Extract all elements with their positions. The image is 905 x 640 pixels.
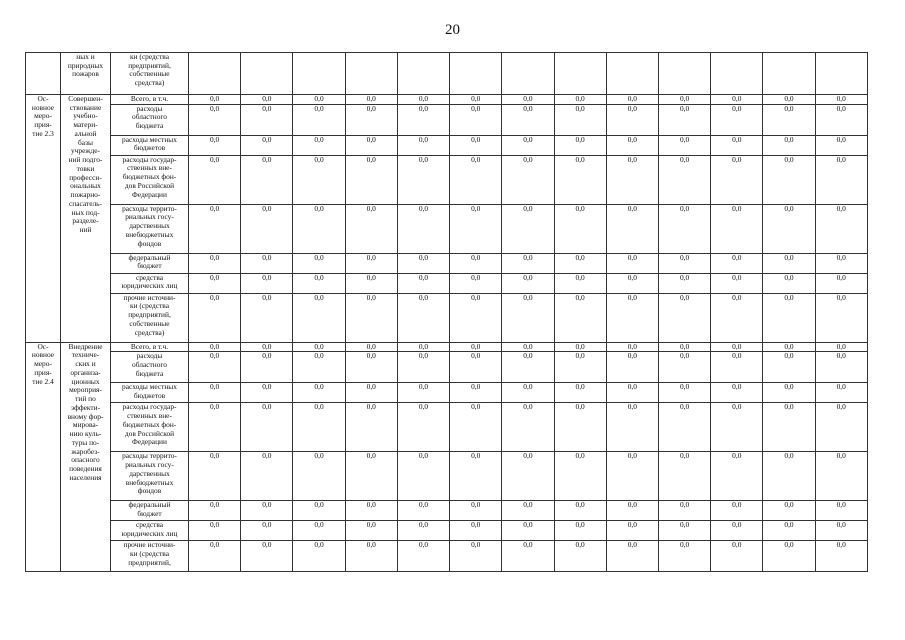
- value-cell: 0,0: [763, 383, 815, 403]
- value-cell: 0,0: [763, 204, 815, 253]
- value-cell: 0,0: [815, 293, 867, 342]
- value-cell: 0,0: [189, 95, 241, 105]
- table-row: [26, 541, 868, 572]
- value-cell: 0,0: [815, 352, 867, 383]
- value-cell: 0,0: [658, 501, 710, 521]
- value-cell: 0,0: [658, 135, 710, 155]
- value-cell: 0,0: [397, 104, 449, 135]
- value-cell: 0,0: [554, 403, 606, 452]
- value-cell: 0,0: [711, 273, 763, 293]
- value-cell: 0,0: [241, 403, 293, 452]
- value-cell: 0,0: [293, 403, 345, 452]
- value-cell: 0,0: [658, 452, 710, 501]
- event-name-cell: Совершен- ствование учебно- матери- альной базы учрежде- ний подго- товки професси- ональных пожарно- спасатель- ных под- разделе- ний: [61, 95, 111, 343]
- value-cell: 0,0: [450, 521, 502, 541]
- table-row: [26, 204, 868, 253]
- value-cell: [763, 53, 815, 95]
- value-cell: 0,0: [450, 155, 502, 204]
- value-cell: 0,0: [763, 135, 815, 155]
- value-cell: 0,0: [241, 135, 293, 155]
- value-cell: 0,0: [189, 135, 241, 155]
- value-cell: 0,0: [345, 541, 397, 572]
- value-cell: 0,0: [658, 104, 710, 135]
- value-cell: 0,0: [606, 95, 658, 105]
- value-cell: 0,0: [502, 135, 554, 155]
- value-cell: [241, 53, 293, 95]
- value-cell: 0,0: [763, 501, 815, 521]
- table-row: [26, 104, 868, 135]
- value-cell: 0,0: [397, 521, 449, 541]
- value-cell: 0,0: [450, 104, 502, 135]
- value-cell: 0,0: [711, 104, 763, 135]
- value-cell: 0,0: [502, 383, 554, 403]
- value-cell: 0,0: [293, 501, 345, 521]
- value-cell: 0,0: [502, 352, 554, 383]
- value-cell: 0,0: [241, 253, 293, 273]
- value-cell: 0,0: [293, 293, 345, 342]
- value-cell: 0,0: [502, 541, 554, 572]
- value-cell: 0,0: [397, 253, 449, 273]
- value-cell: 0,0: [293, 342, 345, 352]
- value-cell: 0,0: [763, 104, 815, 135]
- table-row: [26, 383, 868, 403]
- value-cell: 0,0: [189, 104, 241, 135]
- value-cell: [189, 53, 241, 95]
- value-cell: 0,0: [397, 541, 449, 572]
- value-cell: 0,0: [554, 204, 606, 253]
- table-row: [26, 293, 868, 342]
- value-cell: 0,0: [554, 452, 606, 501]
- value-cell: 0,0: [711, 135, 763, 155]
- funding-source-cell: средства юридических лиц: [111, 273, 189, 293]
- value-cell: 0,0: [397, 342, 449, 352]
- value-cell: 0,0: [658, 541, 710, 572]
- value-cell: 0,0: [189, 342, 241, 352]
- value-cell: 0,0: [189, 501, 241, 521]
- value-cell: 0,0: [293, 95, 345, 105]
- value-cell: 0,0: [502, 155, 554, 204]
- value-cell: 0,0: [554, 155, 606, 204]
- value-cell: 0,0: [293, 521, 345, 541]
- value-cell: 0,0: [397, 155, 449, 204]
- value-cell: 0,0: [502, 521, 554, 541]
- value-cell: 0,0: [554, 501, 606, 521]
- value-cell: 0,0: [241, 293, 293, 342]
- value-cell: [658, 53, 710, 95]
- value-cell: 0,0: [345, 155, 397, 204]
- value-cell: 0,0: [658, 403, 710, 452]
- funding-source-cell: средства юридических лиц: [111, 521, 189, 541]
- value-cell: 0,0: [397, 501, 449, 521]
- value-cell: 0,0: [815, 383, 867, 403]
- value-cell: 0,0: [345, 383, 397, 403]
- funding-source-cell: прочие источни- ки (средства предприятий, собственные средства): [111, 293, 189, 342]
- value-cell: 0,0: [345, 403, 397, 452]
- value-cell: 0,0: [189, 541, 241, 572]
- table-row: [26, 521, 868, 541]
- value-cell: 0,0: [815, 501, 867, 521]
- value-cell: 0,0: [554, 253, 606, 273]
- value-cell: 0,0: [658, 521, 710, 541]
- value-cell: 0,0: [815, 104, 867, 135]
- value-cell: 0,0: [554, 521, 606, 541]
- value-cell: 0,0: [554, 541, 606, 572]
- value-cell: [293, 53, 345, 95]
- value-cell: 0,0: [763, 95, 815, 105]
- value-cell: [450, 53, 502, 95]
- page-number: 20: [445, 22, 460, 38]
- event-name-cell: Внедрение техниче- ских и организа- ционных мероприя- тий по эффекти- вному фор- мирова- нию куль- туры по- жаробез- опасного поведения населения: [61, 342, 111, 572]
- funding-source-cell: прочие источни- ки (средства предприятий,: [111, 541, 189, 572]
- value-cell: 0,0: [606, 383, 658, 403]
- value-cell: 0,0: [450, 383, 502, 403]
- value-cell: 0,0: [241, 541, 293, 572]
- value-cell: 0,0: [763, 342, 815, 352]
- value-cell: 0,0: [241, 501, 293, 521]
- value-cell: 0,0: [658, 253, 710, 273]
- value-cell: 0,0: [345, 135, 397, 155]
- table-row: [26, 53, 868, 95]
- value-cell: 0,0: [606, 342, 658, 352]
- value-cell: 0,0: [241, 452, 293, 501]
- value-cell: 0,0: [658, 342, 710, 352]
- value-cell: 0,0: [711, 403, 763, 452]
- value-cell: 0,0: [606, 204, 658, 253]
- value-cell: 0,0: [345, 95, 397, 105]
- value-cell: 0,0: [397, 452, 449, 501]
- value-cell: 0,0: [345, 204, 397, 253]
- event-number-cell: [26, 53, 61, 95]
- value-cell: 0,0: [293, 352, 345, 383]
- value-cell: 0,0: [502, 253, 554, 273]
- value-cell: 0,0: [345, 104, 397, 135]
- value-cell: 0,0: [241, 352, 293, 383]
- value-cell: [606, 53, 658, 95]
- value-cell: 0,0: [502, 104, 554, 135]
- value-cell: 0,0: [763, 253, 815, 273]
- value-cell: 0,0: [554, 352, 606, 383]
- value-cell: 0,0: [711, 521, 763, 541]
- value-cell: 0,0: [397, 95, 449, 105]
- value-cell: 0,0: [397, 204, 449, 253]
- funding-source-cell: расходы областного бюджета: [111, 104, 189, 135]
- value-cell: 0,0: [711, 352, 763, 383]
- value-cell: 0,0: [502, 403, 554, 452]
- value-cell: 0,0: [606, 403, 658, 452]
- value-cell: 0,0: [658, 204, 710, 253]
- value-cell: 0,0: [293, 452, 345, 501]
- value-cell: 0,0: [189, 352, 241, 383]
- value-cell: 0,0: [502, 204, 554, 253]
- value-cell: 0,0: [189, 155, 241, 204]
- value-cell: 0,0: [241, 383, 293, 403]
- value-cell: 0,0: [241, 342, 293, 352]
- value-cell: 0,0: [502, 501, 554, 521]
- value-cell: 0,0: [189, 403, 241, 452]
- value-cell: 0,0: [606, 352, 658, 383]
- value-cell: 0,0: [450, 135, 502, 155]
- value-cell: 0,0: [815, 452, 867, 501]
- value-cell: 0,0: [606, 253, 658, 273]
- value-cell: 0,0: [450, 204, 502, 253]
- value-cell: 0,0: [189, 383, 241, 403]
- value-cell: 0,0: [815, 155, 867, 204]
- value-cell: 0,0: [450, 403, 502, 452]
- value-cell: 0,0: [711, 204, 763, 253]
- value-cell: 0,0: [189, 521, 241, 541]
- value-cell: [554, 53, 606, 95]
- value-cell: 0,0: [711, 383, 763, 403]
- value-cell: 0,0: [554, 273, 606, 293]
- value-cell: 0,0: [241, 273, 293, 293]
- value-cell: 0,0: [502, 452, 554, 501]
- value-cell: 0,0: [189, 204, 241, 253]
- value-cell: 0,0: [450, 342, 502, 352]
- value-cell: 0,0: [450, 293, 502, 342]
- value-cell: 0,0: [293, 135, 345, 155]
- table-row: [26, 95, 868, 105]
- value-cell: 0,0: [241, 95, 293, 105]
- funding-source-cell: федеральный бюджет: [111, 253, 189, 273]
- value-cell: [815, 53, 867, 95]
- value-cell: 0,0: [189, 293, 241, 342]
- value-cell: 0,0: [763, 273, 815, 293]
- value-cell: 0,0: [293, 104, 345, 135]
- value-cell: 0,0: [815, 342, 867, 352]
- value-cell: 0,0: [658, 95, 710, 105]
- value-cell: [345, 53, 397, 95]
- value-cell: 0,0: [450, 541, 502, 572]
- value-cell: 0,0: [554, 95, 606, 105]
- value-cell: 0,0: [606, 501, 658, 521]
- value-cell: [711, 53, 763, 95]
- value-cell: 0,0: [397, 383, 449, 403]
- value-cell: 0,0: [658, 155, 710, 204]
- table-row: [26, 273, 868, 293]
- value-cell: 0,0: [711, 342, 763, 352]
- value-cell: 0,0: [658, 273, 710, 293]
- value-cell: 0,0: [711, 293, 763, 342]
- table-row: [26, 403, 868, 452]
- value-cell: 0,0: [293, 204, 345, 253]
- value-cell: 0,0: [763, 155, 815, 204]
- value-cell: 0,0: [241, 104, 293, 135]
- value-cell: 0,0: [345, 452, 397, 501]
- value-cell: 0,0: [450, 273, 502, 293]
- value-cell: 0,0: [345, 501, 397, 521]
- value-cell: 0,0: [554, 342, 606, 352]
- value-cell: 0,0: [711, 155, 763, 204]
- value-cell: 0,0: [606, 135, 658, 155]
- funding-source-cell: ки (средства предприятий, собственные средства): [111, 53, 189, 95]
- value-cell: 0,0: [606, 155, 658, 204]
- value-cell: 0,0: [711, 95, 763, 105]
- value-cell: 0,0: [711, 541, 763, 572]
- value-cell: 0,0: [397, 135, 449, 155]
- funding-source-cell: расходы государ- ственных вне- бюджетных фон- дов Российской Федерации: [111, 403, 189, 452]
- value-cell: 0,0: [450, 501, 502, 521]
- value-cell: 0,0: [450, 452, 502, 501]
- value-cell: 0,0: [189, 452, 241, 501]
- value-cell: 0,0: [763, 541, 815, 572]
- value-cell: 0,0: [815, 204, 867, 253]
- value-cell: 0,0: [293, 155, 345, 204]
- funding-source-cell: расходы местных бюджетов: [111, 135, 189, 155]
- value-cell: 0,0: [345, 521, 397, 541]
- value-cell: 0,0: [241, 204, 293, 253]
- value-cell: 0,0: [606, 521, 658, 541]
- funding-source-cell: расходы террито- риальных госу- дарственных внебюджетных фондов: [111, 204, 189, 253]
- value-cell: 0,0: [397, 403, 449, 452]
- table-row: [26, 501, 868, 521]
- value-cell: 0,0: [763, 403, 815, 452]
- value-cell: 0,0: [815, 541, 867, 572]
- value-cell: [397, 53, 449, 95]
- value-cell: [502, 53, 554, 95]
- event-number-cell: Ос- новное меро- прия- тие 2.3: [26, 95, 61, 343]
- table-row: [26, 342, 868, 352]
- value-cell: 0,0: [241, 155, 293, 204]
- value-cell: 0,0: [763, 352, 815, 383]
- value-cell: 0,0: [345, 293, 397, 342]
- value-cell: 0,0: [241, 521, 293, 541]
- value-cell: 0,0: [815, 521, 867, 541]
- value-cell: 0,0: [815, 273, 867, 293]
- value-cell: 0,0: [345, 253, 397, 273]
- value-cell: 0,0: [815, 95, 867, 105]
- value-cell: 0,0: [502, 95, 554, 105]
- event-name-cell: ных и природных пожаров: [61, 53, 111, 95]
- value-cell: 0,0: [345, 352, 397, 383]
- value-cell: 0,0: [189, 253, 241, 273]
- value-cell: 0,0: [450, 95, 502, 105]
- value-cell: 0,0: [711, 501, 763, 521]
- value-cell: 0,0: [658, 352, 710, 383]
- funding-source-cell: расходы террито- риальных госу- дарственных внебюджетных фондов: [111, 452, 189, 501]
- value-cell: 0,0: [450, 352, 502, 383]
- value-cell: 0,0: [293, 253, 345, 273]
- value-cell: 0,0: [293, 383, 345, 403]
- funding-source-cell: расходы областного бюджета: [111, 352, 189, 383]
- value-cell: 0,0: [815, 253, 867, 273]
- table-row: [26, 135, 868, 155]
- table-row: [26, 452, 868, 501]
- value-cell: 0,0: [293, 273, 345, 293]
- value-cell: 0,0: [345, 342, 397, 352]
- value-cell: 0,0: [711, 253, 763, 273]
- budget-table: [25, 52, 868, 572]
- value-cell: 0,0: [763, 452, 815, 501]
- value-cell: 0,0: [397, 293, 449, 342]
- funding-source-cell: федеральный бюджет: [111, 501, 189, 521]
- value-cell: 0,0: [763, 293, 815, 342]
- value-cell: 0,0: [189, 273, 241, 293]
- value-cell: 0,0: [554, 135, 606, 155]
- value-cell: 0,0: [450, 253, 502, 273]
- value-cell: 0,0: [397, 352, 449, 383]
- value-cell: 0,0: [554, 293, 606, 342]
- value-cell: 0,0: [606, 273, 658, 293]
- value-cell: 0,0: [815, 403, 867, 452]
- value-cell: 0,0: [293, 541, 345, 572]
- value-cell: 0,0: [658, 293, 710, 342]
- value-cell: 0,0: [606, 541, 658, 572]
- funding-source-cell: Всего, в т.ч.: [111, 95, 189, 105]
- funding-source-cell: расходы местных бюджетов: [111, 383, 189, 403]
- value-cell: 0,0: [606, 104, 658, 135]
- value-cell: 0,0: [345, 273, 397, 293]
- funding-source-cell: Всего, в т.ч.: [111, 342, 189, 352]
- value-cell: 0,0: [554, 104, 606, 135]
- value-cell: 0,0: [502, 293, 554, 342]
- value-cell: 0,0: [606, 452, 658, 501]
- table-row: [26, 253, 868, 273]
- funding-source-cell: расходы государ- ственных вне- бюджетных фон- дов Российской Федерации: [111, 155, 189, 204]
- value-cell: 0,0: [763, 521, 815, 541]
- value-cell: 0,0: [815, 135, 867, 155]
- value-cell: 0,0: [606, 293, 658, 342]
- value-cell: 0,0: [554, 383, 606, 403]
- value-cell: 0,0: [711, 452, 763, 501]
- value-cell: 0,0: [502, 273, 554, 293]
- value-cell: 0,0: [658, 383, 710, 403]
- event-number-cell: Ос- новное меро- прия- тие 2.4: [26, 342, 61, 572]
- table-row: [26, 352, 868, 383]
- value-cell: 0,0: [397, 273, 449, 293]
- value-cell: 0,0: [502, 342, 554, 352]
- table-row: [26, 155, 868, 204]
